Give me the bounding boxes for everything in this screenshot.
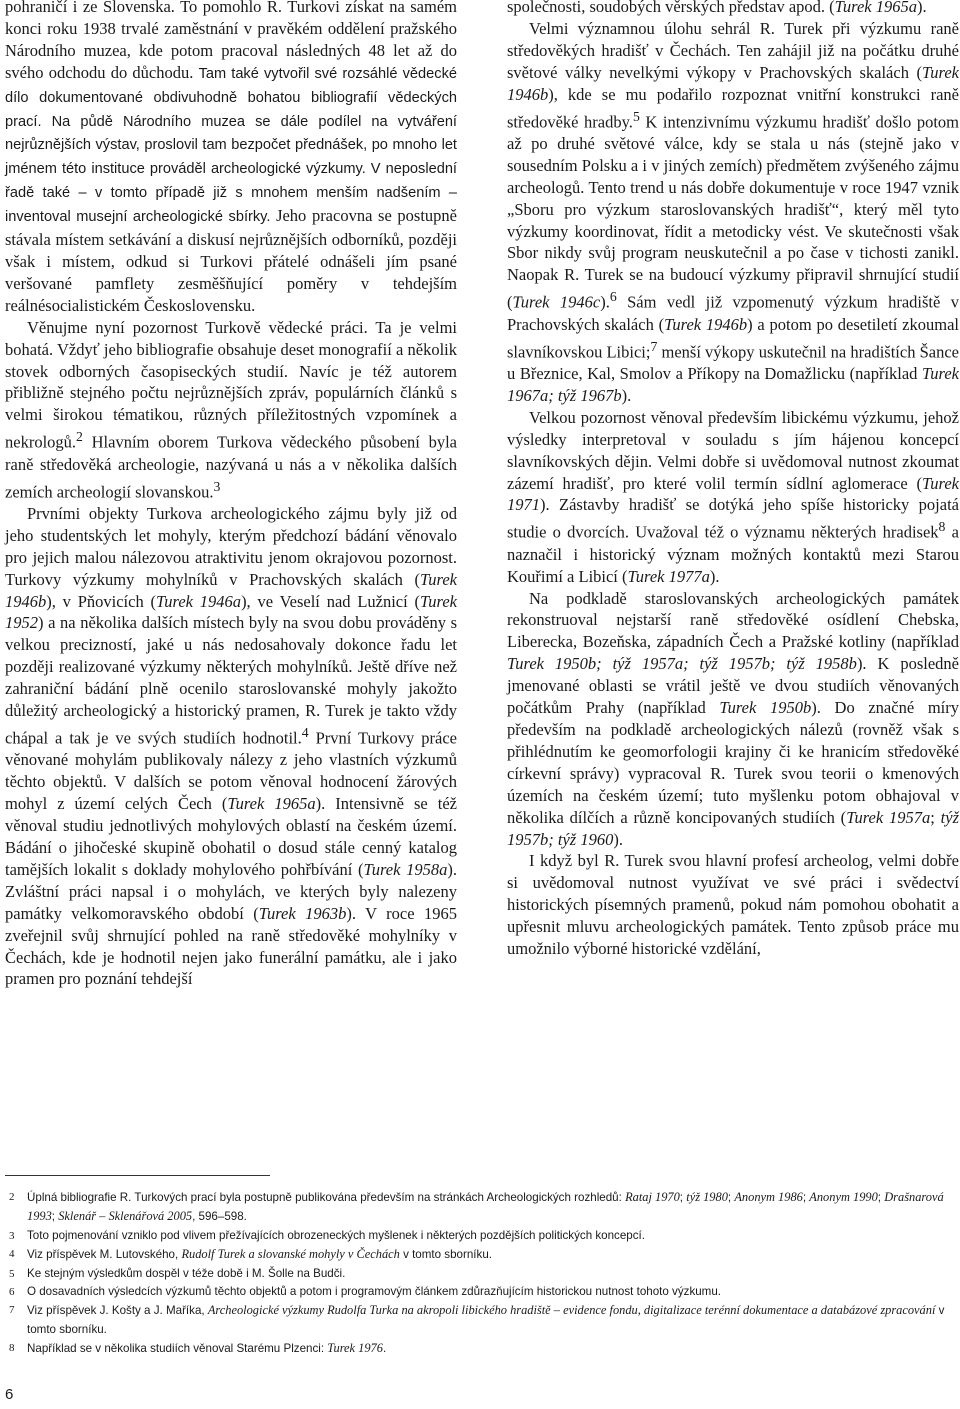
paragraph: společnosti, soudobých věrských představ apod. (Turek 1965a). — [507, 0, 927, 16]
paragraph: Prvními objekty Turkova archeologického zájmu byly již od jeho studentských let mohyly, kterým předchozí bádání věnovalo pro jejich malou nálezovou atraktivitu jenom okrajovou pozornost. Turkovy výzkumy mohylníků v Prachovských skalách (Turek 1946b), v Pňovicích (Turek 1946a), ve Veselí nad Lužnicí (Turek 1952) a na několika dalších místech byly na svou dobu prováděny s velkou precizností, jaké u nás nedosahovaly dokonce řadu let později realizované výzkumy některých mohylníků. Ještě dříve než zahraniční bádání plně ocenilo staroslovanské mohyly jakožto důležitý archeologický a historický pramen, R. Turek je takto vždy chápal a tak je ve svých studiích hodnotil.$^4$ První Turkovy práce věnované mohylám publikovaly nálezy z jeho vlastních výzkumů těchto objektů. V dalších se potom věnoval hodnocení žárových mohyl z území celých Čech (Turek 1965a). Intensivně se též věnoval studiu jednotlivých mohylových oblastí na českém území. Bádání o jihočeské skupině obohatil o dosud stále cenný katalog tamějších lokalit s doklady mohylového pohřbívání (Turek 1958a). Zvláštní práci napsal i o mohylách, ve kterých byly nalezeny památky velkomoravského období (Turek 1963b). V roce 1965 zveřejnil svůj shrnující pohled na raně středověké mohylníky v Čechách, kde je hodnotil nejen jako funerální památku, ale i jako pramen pro poznání tehdejší — [5, 503, 458, 989]
paragraph: Věnujme nyní pozornost Turkově vědecké práci. Ta je velmi bohatá. Vždyť jeho bibliografie obsahuje deset monografií a několik stovek odborných časopiseckých studií. Navíc je též autorem přibližně stejného počtu nejrůznějších zpráv, populárních článků s velmi širokou tématikou, různých příležitostných vzpomínek a nekrologů.$^2$ Hlavním oborem Turkova vědeckého působení byla raně středověká archeologie, nazývaná u nás a v několika dalších zemích archeologií slovanskou.$^3$ — [5, 317, 457, 502]
footnote-number: 7 — [9, 1304, 15, 1317]
footnote — [5, 1283, 955, 1301]
footnote — [5, 1245, 955, 1264]
paragraph: Velkou pozornost věnoval především libickému výzkumu, jehož výsledky interpretoval v souladu s jím hájenou koncepcí slavníkovských dějin. Velmi dobře si uvědomoval nutnost zkoumat zázemí hradišť, pro které volil termín sídlní aglomerace (Turek 1971). Zástavby hradišť se dotýká jeho spíše historicky pojatá studie o dvorcích. Uvažoval též o významu některých hradisek$^8$ a naznačil i historický význam možných kontaktů mezi Starou Kouřimí a Libicí (Turek 1977a). — [507, 407, 959, 586]
footnote-number: 5 — [9, 1267, 15, 1280]
paragraph: Na podkladě staroslovanských archeologických památek rekonstruoval nejstarší raně středověké osídlení Chebska, Liberecka, Bozeňska, západních Čech a Pražské kotliny (například Turek 1950b; týž 1957a; týž 1957b; týž 1958b). K posledně jmenované oblasti se vrátil ještě ve dvou studiích věnovaných počátkům Prahy (například Turek 1950b). Do značné míry především na podkladě archeologických nálezů (rovněž však s přihlédnutím ke geomorfologii krajiny či ke hranicím středověké církevní správy) vypracoval R. Turek svou teorii o kmenových územích na českém území; tuto myšlenku potom obhajoval v několika dílčích a různě koncipovaných studiích (Turek 1957a; týž 1957b; týž 1960). — [507, 588, 959, 849]
footnote-number: 8 — [9, 1342, 15, 1355]
footnote-text: Například se v několika studiích věnoval Starému Plzenci: Turek 1976. — [27, 1341, 387, 1356]
footnote-text: Viz příspěvek J. Košty a J. Maříka, Archeologické výzkumy Rudolfa Turka na akropoli libického hradiště – evidence fondu, digitalizace terénní dokumentace a databázové zpracování v tomto sborníku. — [27, 1303, 945, 1336]
footnote-number: 6 — [9, 1286, 15, 1299]
footnote-number: 3 — [9, 1229, 15, 1242]
footnote-text: Úplná bibliografie R. Turkových prací byla postupně publikována především na stránkách Archeologických rozhledů: Rataj 1970; týž 1980; Anonym 1986; Anonym 1990; Drašnarová 1993; Sklenář – Sklenářová 2005, 596–598. — [27, 1190, 944, 1224]
left-column — [5, 0, 457, 990]
footnote — [5, 1188, 955, 1227]
footnote — [5, 1339, 955, 1358]
paragraph: Velmi významnou úlohu sehrál R. Turek při výzkumu raně středověkých hradišť v Čechách. Ten zahájil již na počátku druhé světové války nevelkými výkopy v Prachovských skalách (Turek 1946b), kde se mu podařilo rozpoznat vnitřní konstrukci raně středověké hradby.$^5$ K intenzivnímu výzkumu hradišť došlo potom až po druhé světové válce, kdy se stala u nás (stejně jako v sousedním Polsku a i v jiných zemích) předmětem zvýšeného zájmu archeologů. Tento trend u nás dobře dokumentuje v roce 1947 vznik „Sboru pro výzkum staroslovanských hradišť“, který měl tyto výzkumy koordinovat, řídit a metodicky vést. Ve skutečnosti však Sbor nikdy svůj program neuskutečnil a po čase v tichosti zanikl. Naopak R. Turek se na budoucí výzkumy připravil shrnující studií (Turek 1946c).$^6$ Sám vedl již vzpomenutý výzkum hradiště v Prachovských skalách (Turek 1946b) a potom po desetiletí zkoumal slavníkovskou Libici;$^7$ menší výkopy uskutečnil na hradištích Šance u Březnice, Kal, Smolov a Příkopy na Domažlicku (například Turek 1967a; týž 1967b). — [507, 18, 959, 405]
footnote-text: Ke stejným výsledkům dospěl v téže době i M. Šolle na Budči. — [27, 1266, 346, 1280]
footnote-number: 4 — [9, 1248, 15, 1261]
paragraph: pohraničí i ze Slovenska. To pomohlo R. Turkovi získat na samém konci roku 1938 trvalé zaměstnání v pravěkém oddělení pražského Národního muzea, kde potom pracoval následných 48 let až do svého odchodu do důchodu. Tam také vytvořil své rozsáhlé vědecké dílo dokumentované obdivuhodně bohatou bibliografií vědeckých prací. Na půdě Národního muzea se dále podílel na vytváření nejrůznějších výstav, proslovil tam bezpočet přednášek, po mnoho let jménem této instituce prováděl archeologické výzkumy. V neposlední řadě také – v tomto případě již s mnohem menším nadšením – inventoval musejní archeologické sbírky. Jeho pracovna se postupně stávala místem setkávání a diskusí nejrůznějších odborníků, později však i místem, odkud si Turkovi přátelé odnášeli jím psané veršované pamflety zesměšňující poměry v tehdejším reálnésocialistickém Československu. — [5, 0, 457, 315]
page-number: 6 — [5, 1386, 14, 1403]
footnote-rule — [5, 1175, 270, 1176]
footnote-text: O dosavadních výsledcích výzkumů těchto objektů a potom i programovým článkem zdůrazňujícím historickou nutnost tohoto výzkumu. — [27, 1285, 722, 1299]
paragraph: I když byl R. Turek svou hlavní profesí archeolog, velmi dobře si uvědomoval nutnost využívat ve své práci i svědectví historických písemných pramenů, pokud nám pomohou obohatit a upřesnit mluvu archeologických památek. Tento způsob práce mu umožnilo výborné historické vzdělání, — [507, 851, 959, 959]
footnotes — [5, 1188, 955, 1359]
footnote-number: 2 — [9, 1191, 15, 1203]
footnote-text: Toto pojmenování vzniklo pod vlivem přežívajících obrozeneckých myšlenek i některých pozdějších politických koncepcí. — [27, 1228, 645, 1242]
footnote-text: Viz příspěvek M. Lutovského, Rudolf Turek a slovanské mohyly v Čechách v tomto sborníku. — [27, 1247, 492, 1262]
footnote — [5, 1301, 955, 1339]
footnote — [5, 1227, 955, 1245]
footnote — [5, 1265, 955, 1283]
right-column — [507, 0, 959, 960]
